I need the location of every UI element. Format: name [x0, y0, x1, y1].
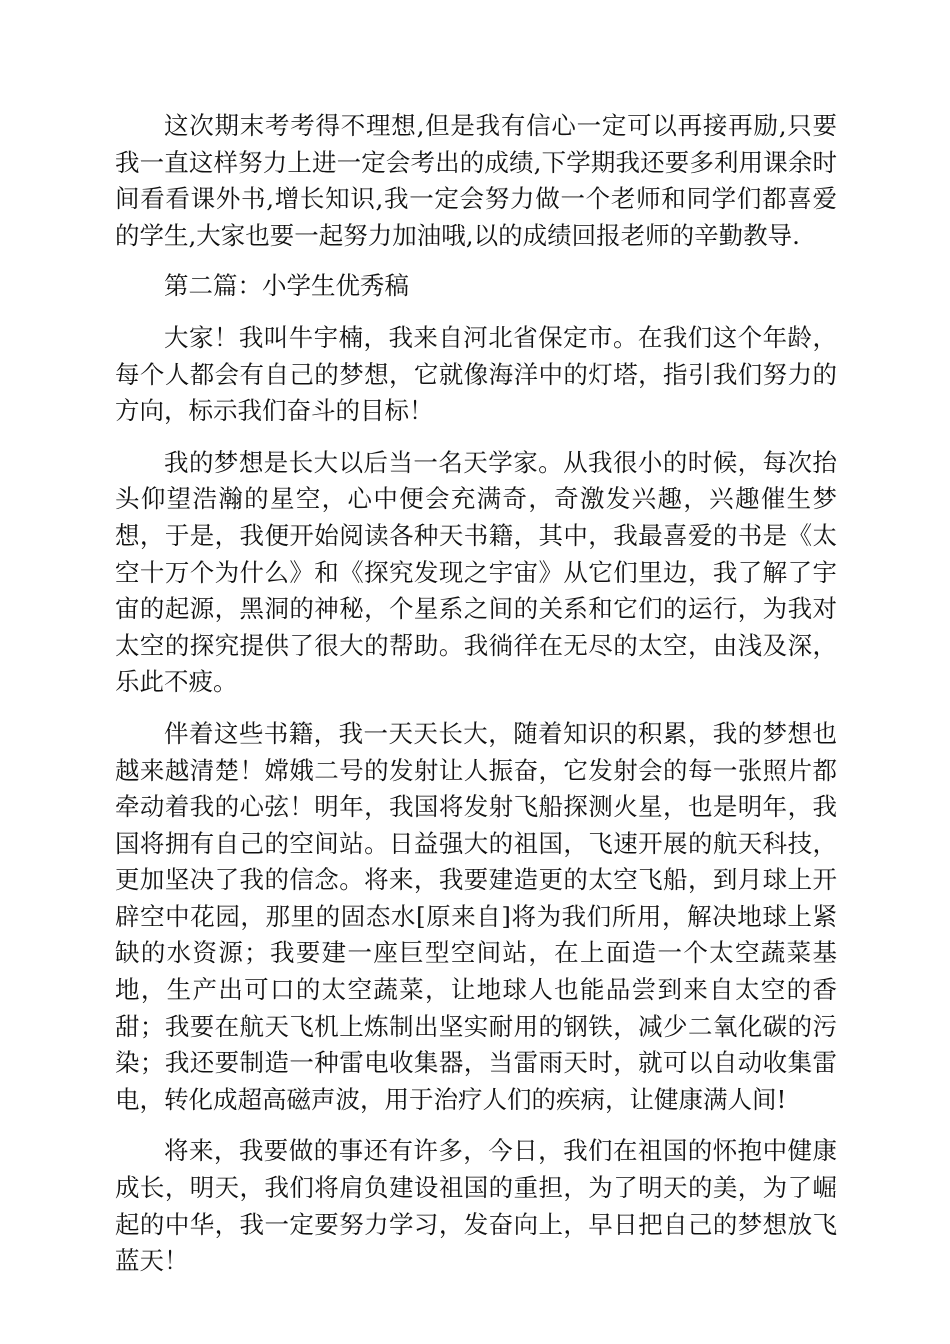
paragraph-introduction: 大家！我叫牛宇楠，我来自河北省保定市。在我们这个年龄，每个人都会有自己的梦想，它就像海洋中的灯塔，指引我们努力的方向，标示我们奋斗的目标！ — [115, 322, 837, 426]
paragraph-space-plans: 伴着这些书籍，我一天天长大，随着知识的积累，我的梦想也越来越清楚！嫦娥二号的发射让人振奋，它发射会的每一张照片都牵动着我的心弦！明年，我国将发射飞船探测火星，也是明年，我国将拥有自己的空间站。日益强大的祖国，飞速开展的航天科技，更加坚决了我的信念。将来，我要建造更的太空飞船，到月球上开辟空中花园，那里的固态水[原来自]将为我们所用，解决地球上紧缺的水资源；我要建一座巨型空间站，在上面造一个太空蔬菜基地，生产出可口的太空蔬菜，让地球人也能品尝到来自太空的香甜；我要在航天飞机上炼制出坚实耐用的钢铁，减少二氧化碳的污染；我还要制造一种雷电收集器，当雷雨天时，就可以自动收集雷电，转化成超高磁声波，用于治疗人们的疾病，让健康满人间! — [115, 718, 837, 1114]
paragraph-exam-reflection: 这次期末考考得不理想,但是我有信心一定可以再接再励,只要我一直这样努力上进一定会考出的成绩,下学期我还要多利用课余时间看看课外书,增长知识,我一定会努力做一个老师和同学们都喜爱的学生,大家也要一起努力加油哦,以的成绩回报老师的辛勤教导. — [115, 111, 837, 250]
paragraph-conclusion: 将来，我要做的事还有许多，今日，我们在祖国的怀抱中健康成长，明天，我们将肩负建设祖国的重担，为了明天的美，为了崛起的中华，我一定要努力学习，发奋向上，早日把自己的梦想放飞蓝天！ — [115, 1136, 837, 1276]
paragraph-astronomer-dream: 我的梦想是长大以后当一名天学家。从我很小的时候，每次抬头仰望浩瀚的星空，心中便会充满奇，奇激发兴趣，兴趣催生梦想，于是，我便开始阅读各种天书籍，其中，我最喜爱的书是《太空十万个为什么》和《探究发现之宇宙》从它们里边，我了解了宇宙的起源，黑洞的神秘，个星系之间的关系和它们的运行，为我对太空的探究提供了很大的帮助。我徜徉在无尽的太空，由浅及深，乐此不疲。 — [115, 447, 837, 697]
section-heading: 第二篇：小学生优秀稿 — [164, 271, 409, 301]
document-page — [115, 108, 837, 1280]
